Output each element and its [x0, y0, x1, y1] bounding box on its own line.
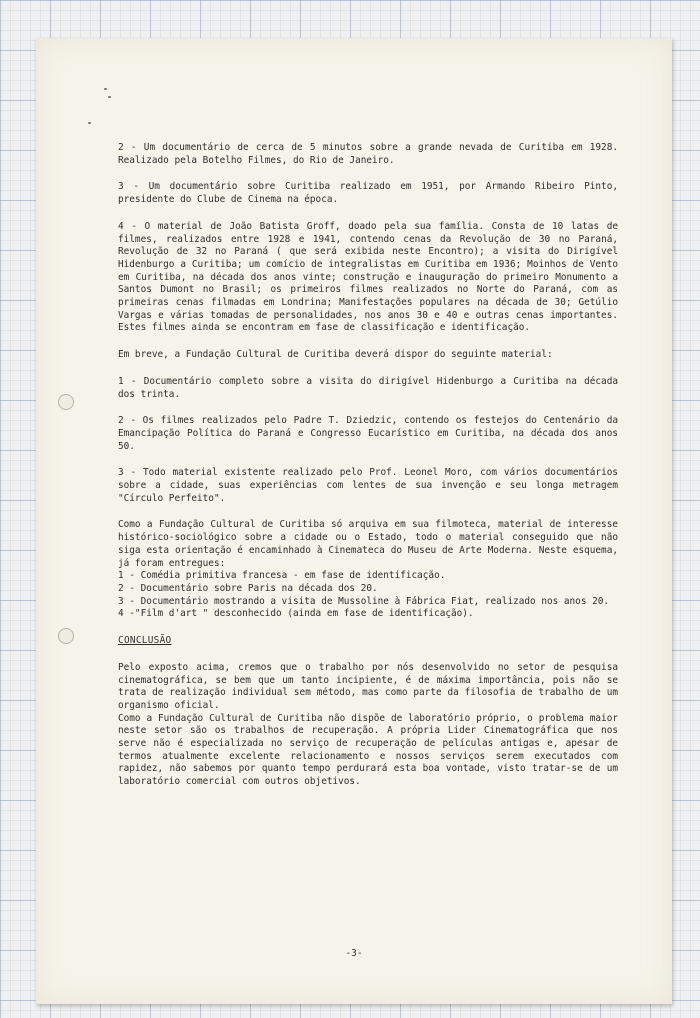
delivered-item: 4 -"Film d'art " desconhecido (ainda em fase de identificação). — [118, 608, 474, 620]
item-2-paragraph: 2 - Um documentário de cerca de 5 minutos sobre a grande nevada de Curitiba em 1928. Realizado pela Botelho Filmes, do Rio de Janeiro. — [118, 142, 618, 166]
breve-item-2: 2 - Os filmes realizados pelo Padre T. Dziedzic, contendo os festejos do Centenário da Emancipação Política do Paraná e Congresso Eucarístico em Curitiba, na década dos anos 50. — [118, 415, 618, 452]
punch-hole-top — [58, 394, 74, 410]
item-3-paragraph: 3 - Um documentário sobre Curitiba realizado em 1951, por Armando Ribeiro Pinto, presidente do Clube de Cinema na época. — [118, 181, 618, 206]
page-number: -3- — [345, 948, 363, 959]
item-4-paragraph: 4 - O material de João Batista Groff, doado pela sua família. Consta de 10 latas de filmes, realizados entre 1928 e 1941, contendo cenas da Revolução de 30 no Paraná, Revolução de 32 no Paraná ( que será exibida neste Encontro); a visita do Dirigível Hidenburgo a Curitiba; um comício de integralistas em Curitiba em 1936; Moinhos de Vento em Curitiba, na década dos anos vinte; construção e inauguração do primeiro Monumento a Santos Dumont no Brasil; os primeiros filmes realizados no Norte do Paraná, com as primeiras cenas filmadas em Londrina; Manifestações populares na década de 30; Getúlio Vargas e várias tomadas de personalidades, nos anos 30 e 40 e outras cenas importantes. Estes filmes ainda se encontram em fase de classificação e identificação. — [118, 220, 618, 334]
stain-mark — [88, 122, 91, 124]
stain-mark — [108, 96, 111, 98]
delivered-list — [118, 570, 618, 621]
conclusion-heading: CONCLUSÃO — [118, 635, 172, 647]
em-breve-paragraph: Em breve, a Fundação Cultural de Curitiba deverá dispor do seguinte material: — [118, 349, 553, 361]
typed-text-body — [118, 142, 618, 803]
punch-hole-bottom — [58, 628, 74, 644]
arquivo-paragraph: Como a Fundação Cultural de Curitiba só arquiva em sua filmoteca, material de interesse histórico-sociológico sobre a cidade ou o Estado, todo o material conseguido que não siga esta orientação é encaminhado à Cinemateca do Museu de Arte Moderna. Neste esquema, já foram entregues: — [118, 519, 618, 569]
conclusion-paragraph-2: Como a Fundação Cultural de Curitiba não dispõe de laboratório próprio, o problema maior neste setor são os trabalhos de recuperação. A própria Lider Cinematográfica que nos serve não é especializada no serviço de recuperação de películas antigas e, apesar de termos atualmente excelente relacionamento e nossos serviços serem executados com rapidez, não sabemos por quanto tempo perdurará esta boa vontade, visto tratar-se de um laboratório comercial com outros objetivos. — [118, 712, 618, 788]
conclusion-paragraph-1: Pelo exposto acima, cremos que o trabalho por nós desenvolvido no setor de pesquisa cinematográfica, se bem que um tanto incipiente, é de máxima importância, pois não se trata de realização individual sem método, mas como parte da filosofia de trabalho de um organismo oficial. — [118, 661, 618, 711]
document-page — [36, 38, 672, 1004]
breve-item-3: 3 - Todo material existente realizado pelo Prof. Leonel Moro, com vários documentários sobre a cidade, suas experiências com lentes de sua invenção e seu longa metragem "Círculo Perfeito". — [118, 467, 618, 504]
stain-mark — [104, 88, 107, 90]
delivered-item: 2 - Documentário sobre Paris na década dos 20. — [118, 582, 378, 594]
delivered-item: 1 - Comédia primitiva francesa - em fase de identificação. — [118, 570, 446, 582]
delivered-item: 3 - Documentário mostrando a visita de Mussoline à Fábrica Fiat, realizado nos anos 20. — [118, 595, 610, 607]
breve-item-1: 1 - Documentário completo sobre a visita do dirigível Hidenburgo a Curitiba na década dos trinta. — [118, 375, 618, 400]
